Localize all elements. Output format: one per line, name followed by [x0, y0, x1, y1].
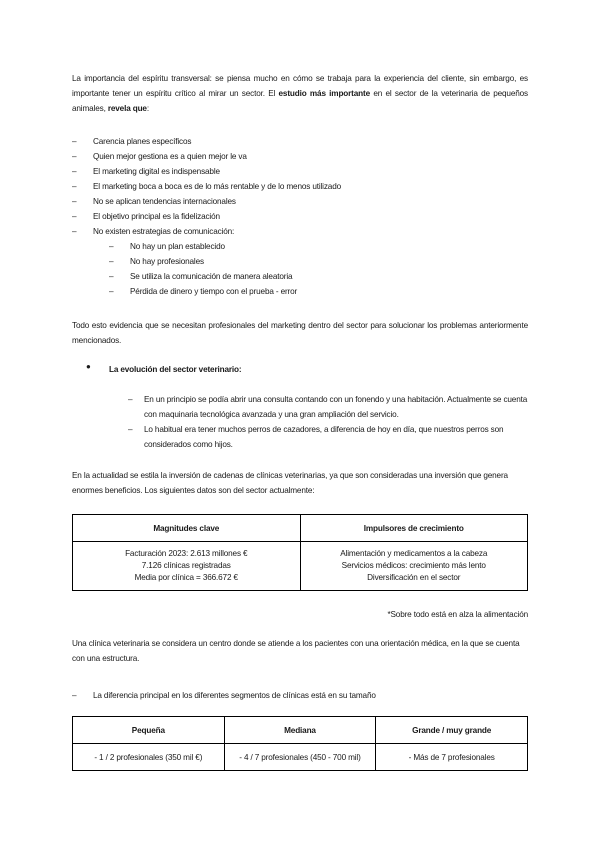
communication-issues-list [72, 239, 528, 299]
bullet-dot-icon: ● [86, 362, 91, 371]
intro-paragraph [72, 72, 528, 116]
finding-item: – El marketing digital es indispensable [72, 167, 220, 176]
evolution-section [72, 362, 528, 377]
table-cell: - Más de 7 profesionales [376, 744, 528, 771]
intro-bold-2: revela que [107, 103, 147, 113]
investment-paragraph: En la actualidad se estila la inversión de cadenas de clínicas veterinarias, ya que son consideradas una inversión que genera enormes beneficios. Los siguientes datos son del sector actualmente: [72, 471, 508, 495]
sector-data-table [72, 514, 528, 591]
evolution-title: La evolución del sector veterinario: [109, 365, 242, 374]
intro-text-3: : [146, 103, 149, 113]
evidence-paragraph: Todo esto evidencia que se necesitan profesionales del marketing dentro del sector para solucionar los problemas anteriormente mencionados. [72, 321, 528, 345]
evolution-list [72, 392, 528, 452]
finding-item: – No existen estrategias de comunicación: [72, 227, 235, 236]
table-cell: Facturación 2023: 2.613 millones € 7.126 clínicas registradas Media por clínica = 366.672 € [73, 542, 301, 591]
finding-item: – Quien mejor gestiona es a quien mejor le va [72, 152, 247, 161]
finding-item: – El marketing boca a boca es de lo más rentable y de lo menos utilizado [72, 182, 342, 191]
table-header: Pequeña [73, 717, 225, 744]
evolution-item: – Lo habitual era tener muchos perros de cazadores, a diferencia de hoy en día, que nuestros perros son considerados como hijos. [128, 425, 504, 449]
evolution-item: – En un principio se podía abrir una consulta contando con un fonendo y una habitación. Actualmente se cuenta con maquinaria tecnológica avanzada y una gran ampliación del servicio. [128, 395, 528, 419]
intro-text-2: en el sector de la veterinaria de pequeños animales, [72, 88, 528, 113]
intro-text-1: La importancia del espíritu transversal: se piensa mucho en cómo se trabaja para la experiencia del cliente, sin embargo, es importante tener un espíritu crítico al mirar un sector. El [72, 74, 528, 98]
table-cell: - 4 / 7 profesionales (450 - 700 mil) [224, 744, 376, 771]
clinic-size-table [72, 716, 528, 771]
communication-issue-item: – No hay un plan establecido [109, 242, 225, 251]
finding-item: – El objetivo principal es la fidelización [72, 212, 220, 221]
communication-issue-item: – No hay profesionales [109, 257, 204, 266]
finding-item: – Carencia planes específicos [72, 137, 192, 146]
clinic-definition-paragraph: Una clínica veterinaria se considera un centro donde se atiende a los pacientes con una orientación médica, en la que se cuenta con una estructura. [72, 639, 520, 663]
footnote: *Sobre todo está en alza la alimentación [387, 610, 528, 619]
table-header: Impulsores de crecimiento [300, 515, 528, 542]
segment-item: – La diferencia principal en los diferentes segmentos de clínicas está en su tamaño [72, 691, 376, 700]
segment-list [72, 688, 528, 703]
table-cell: Alimentación y medicamentos a la cabeza Servicios médicos: crecimiento más lento Diversificación en el sector [300, 542, 528, 591]
communication-issue-item: – Se utiliza la comunicación de manera aleatoria [109, 272, 293, 281]
table-header: Magnitudes clave [73, 515, 301, 542]
table-header: Grande / muy grande [376, 717, 528, 744]
communication-issue-item: – Pérdida de dinero y tiempo con el prueba - error [109, 287, 298, 296]
table-cell: - 1 / 2 profesionales (350 mil €) [73, 744, 225, 771]
finding-item: – No se aplican tendencias internacionales [72, 197, 236, 206]
table-header: Mediana [224, 717, 376, 744]
findings-list [72, 134, 528, 239]
intro-bold-1: estudio más importante [278, 88, 370, 98]
